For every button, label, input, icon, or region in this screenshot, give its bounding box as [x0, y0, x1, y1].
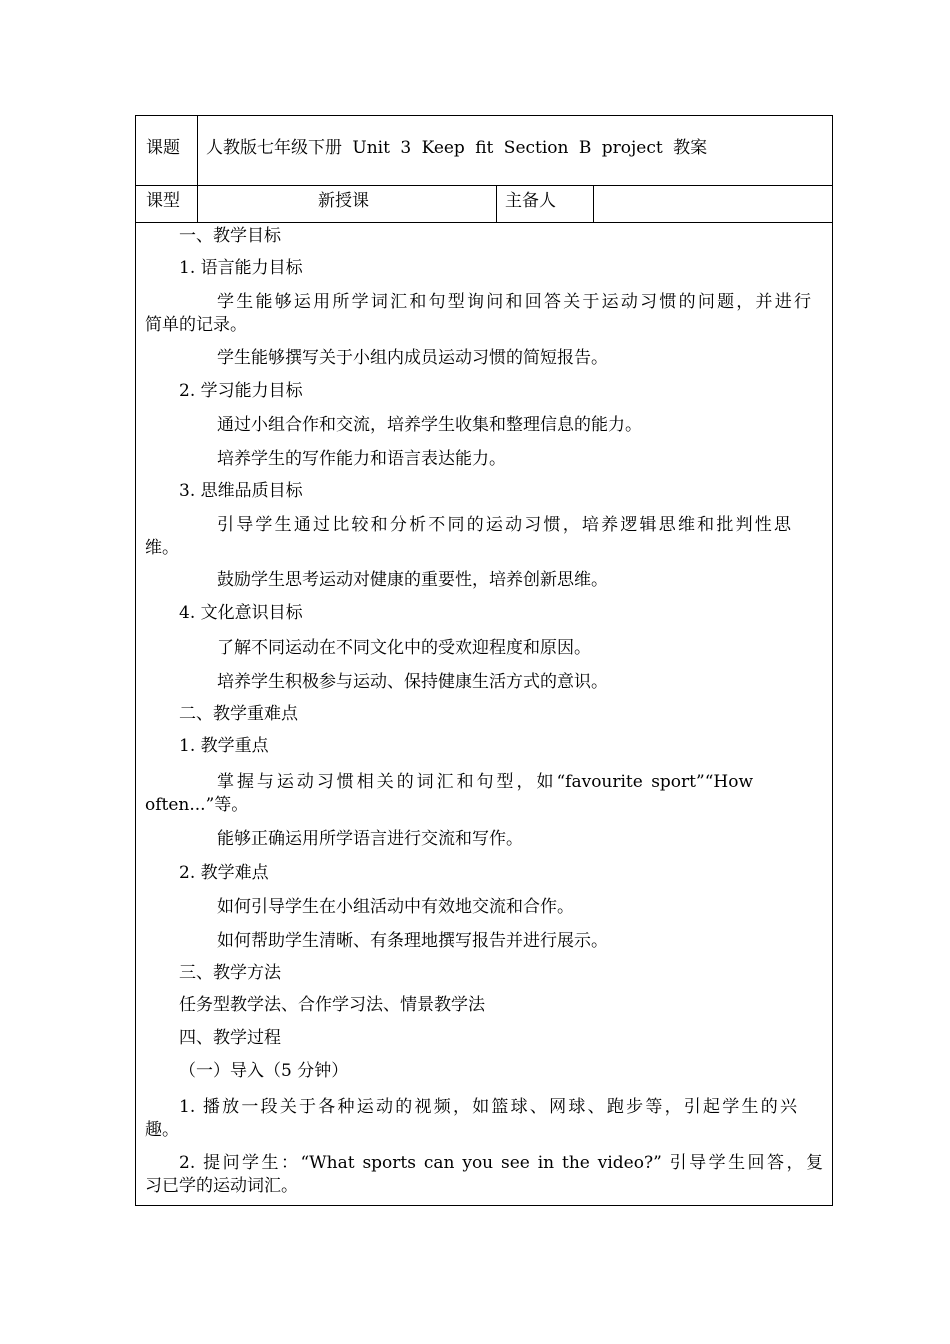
col-divider-type [496, 185, 497, 222]
paragraph-line: 如何帮助学生清晰、有条理地撰写报告并进行展示。 [217, 931, 608, 951]
paragraph-line: 习已学的运动词汇。 [145, 1176, 298, 1196]
paragraph-line: 学生能够运用所学词汇和句型询问和回答关于运动习惯的问题，并进行 [217, 292, 811, 312]
paragraph-line: 1. 播放一段关于各种运动的视频，如篮球、网球、跑步等，引起学生的兴 [179, 1097, 797, 1117]
type-value: 新授课 [318, 191, 369, 211]
col-divider-preparer [593, 185, 594, 222]
paragraph-line: 简单的记录。 [145, 315, 247, 335]
paragraph-line: 培养学生积极参与运动、保持健康生活方式的意识。 [217, 672, 608, 692]
section-heading-methods: 三、教学方法 [179, 963, 281, 983]
preparer-label: 主备人 [505, 191, 556, 211]
paragraph-line: 引导学生通过比较和分析不同的运动习惯，培养逻辑思维和批判性思 [217, 515, 791, 535]
type-label: 课型 [146, 191, 180, 211]
lesson-plan-table [135, 115, 833, 1206]
subheading-culture: 4. 文化意识目标 [179, 603, 303, 623]
subheading-learning: 2. 学习能力目标 [179, 381, 303, 401]
row-divider-2 [136, 222, 832, 223]
paragraph-line: 了解不同运动在不同文化中的受欢迎程度和原因。 [217, 638, 591, 658]
paragraph-line: 任务型教学法、合作学习法、情景教学法 [179, 995, 485, 1015]
paragraph-line: 趣。 [145, 1120, 179, 1140]
paragraph-line: 能够正确运用所学语言进行交流和写作。 [217, 829, 523, 849]
subheading-intro: （一）导入（5 分钟） [179, 1061, 349, 1081]
paragraph-line: 通过小组合作和交流，培养学生收集和整理信息的能力。 [217, 415, 642, 435]
subheading-difficulties: 2. 教学难点 [179, 863, 269, 883]
topic-label: 课题 [146, 138, 180, 158]
paragraph-line: 维。 [145, 538, 179, 558]
topic-value: 人教版七年级下册 Unit 3 Keep fit Section B project 教案 [206, 138, 708, 158]
paragraph-line: 掌握与运动习惯相关的词汇和句型，如“favourite sport”“How [217, 772, 753, 792]
row-divider-1 [136, 185, 832, 186]
subheading-thinking: 3. 思维品质目标 [179, 481, 303, 501]
col-divider-label [197, 116, 198, 222]
subheading-key-points: 1. 教学重点 [179, 736, 269, 756]
paragraph-line: 如何引导学生在小组活动中有效地交流和合作。 [217, 897, 574, 917]
section-heading-objectives: 一、教学目标 [179, 226, 281, 246]
paragraph-line: 学生能够撰写关于小组内成员运动习惯的简短报告。 [217, 348, 608, 368]
paragraph-line: 2. 提问学生：“What sports can you see in the video?” 引导学生回答，复 [179, 1153, 823, 1173]
section-heading-process: 四、教学过程 [179, 1028, 281, 1048]
subheading-language: 1. 语言能力目标 [179, 258, 303, 278]
paragraph-line: 鼓励学生思考运动对健康的重要性，培养创新思维。 [217, 570, 608, 590]
paragraph-line: often...”等。 [145, 795, 249, 815]
section-heading-key-points: 二、教学重难点 [179, 704, 298, 724]
paragraph-line: 培养学生的写作能力和语言表达能力。 [217, 449, 506, 469]
